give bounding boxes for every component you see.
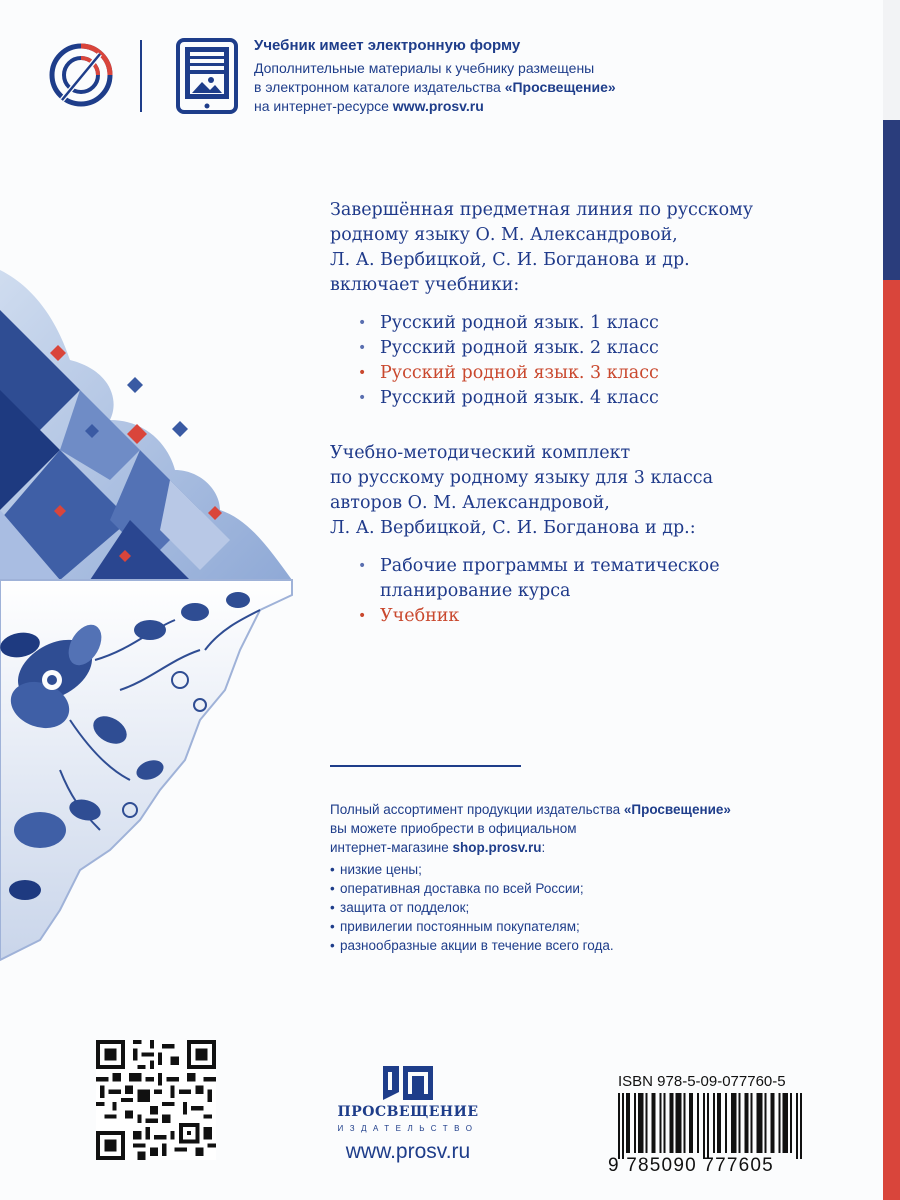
shop-benefit-item: • привилегии постоянным покупателям; xyxy=(330,917,731,936)
shop-benefit-item: • низкие цены; xyxy=(330,860,731,879)
kit-description-line: по русскому родному языку для 3 класса xyxy=(330,468,714,488)
kit-description-line: Учебно-методический комплект xyxy=(330,443,631,463)
eform-line-2-text: в электронном каталоге издательства xyxy=(254,79,505,95)
eform-line-2 xyxy=(254,78,616,97)
barcode xyxy=(618,1093,806,1159)
series-description-line: Л. А. Вербицкой, С. И. Богданова и др. xyxy=(330,250,690,270)
shop-line-3-text: интернет-магазине xyxy=(330,840,453,855)
kit-list-item-line: планирование курса xyxy=(380,581,571,601)
shop-benefits-list xyxy=(330,860,731,955)
shop-url-link[interactable]: shop.prosv.ru xyxy=(452,840,542,855)
qr-code[interactable] xyxy=(96,1040,216,1160)
kit-description-line: авторов О. М. Александровой, xyxy=(330,493,610,513)
publisher-subtitle: ИЗДАТЕЛЬСТВО xyxy=(337,1124,479,1133)
shop-line-3-colon: : xyxy=(541,840,546,855)
publisher-name: ПРОСВЕЩЕНИЕ xyxy=(337,1104,479,1120)
shop-info xyxy=(330,800,731,955)
series-description xyxy=(330,198,870,298)
kit-description-line: Л. А. Вербицкой, С. И. Богданова и др.: xyxy=(330,518,696,538)
series-description-line: включает учебники: xyxy=(330,275,520,295)
series-description-line: Завершённая предметная линия по русскому xyxy=(330,200,754,220)
shop-line-3 xyxy=(330,838,731,857)
publisher-url-link[interactable]: www.prosv.ru xyxy=(345,1140,471,1163)
kit-list-item-current: • Учебник xyxy=(358,604,720,629)
edge-stripe-white xyxy=(883,0,900,120)
publisher-logo-icon xyxy=(379,1064,437,1104)
kit-list-item-line: Рабочие программы и тематическое xyxy=(380,556,720,576)
eform-url-link[interactable]: www.prosv.ru xyxy=(392,98,484,114)
barcode-digits: 9 785090 777605 xyxy=(608,1155,774,1176)
isbn-block xyxy=(596,1073,826,1177)
kit-description xyxy=(330,441,713,541)
book-list-item: • Русский родной язык. 1 класс xyxy=(358,311,659,336)
isbn-label: ISBN 978-5-09-077760-5 xyxy=(618,1073,786,1090)
shop-line-1-text: Полный ассортимент продукции издательства xyxy=(330,802,624,817)
tablet-icon xyxy=(176,38,238,114)
gzhel-ornament-illustration xyxy=(0,250,300,970)
series-description-line: родному языку О. М. Александровой, xyxy=(330,225,678,245)
shop-line-2: вы можете приобрести в официальном xyxy=(330,821,577,836)
eform-line-1: Дополнительные материалы к учебнику размещены xyxy=(254,60,595,76)
shop-benefit-item: • разнообразные акции в течение всего года. xyxy=(330,936,731,955)
kit-list-item xyxy=(358,554,720,604)
section-divider xyxy=(330,765,521,767)
edge-stripe-blue xyxy=(883,120,900,280)
book-list xyxy=(358,311,659,411)
book-list-item-current: • Русский родной язык. 3 класс xyxy=(358,361,659,386)
eform-line-3 xyxy=(254,97,616,116)
book-list-item: • Русский родной язык. 2 класс xyxy=(358,336,659,361)
eform-publisher-name: «Просвещение» xyxy=(504,79,616,95)
eform-line-3-text: на интернет-ресурсе xyxy=(254,98,393,114)
eform-info xyxy=(254,36,616,116)
shop-benefit-item: • оперативная доставка по всей России; xyxy=(330,879,731,898)
edge-stripe-red xyxy=(883,280,900,1200)
eform-divider xyxy=(140,40,142,112)
book-list-item: • Русский родной язык. 4 класс xyxy=(358,386,659,411)
shop-line-1 xyxy=(330,800,731,819)
shop-publisher-name: «Просвещение» xyxy=(623,802,731,817)
kit-list xyxy=(358,554,720,629)
shop-benefit-item: • защита от подделок; xyxy=(330,898,731,917)
eform-logo-icon xyxy=(48,42,114,108)
eform-title: Учебник имеет электронную форму xyxy=(254,37,521,54)
